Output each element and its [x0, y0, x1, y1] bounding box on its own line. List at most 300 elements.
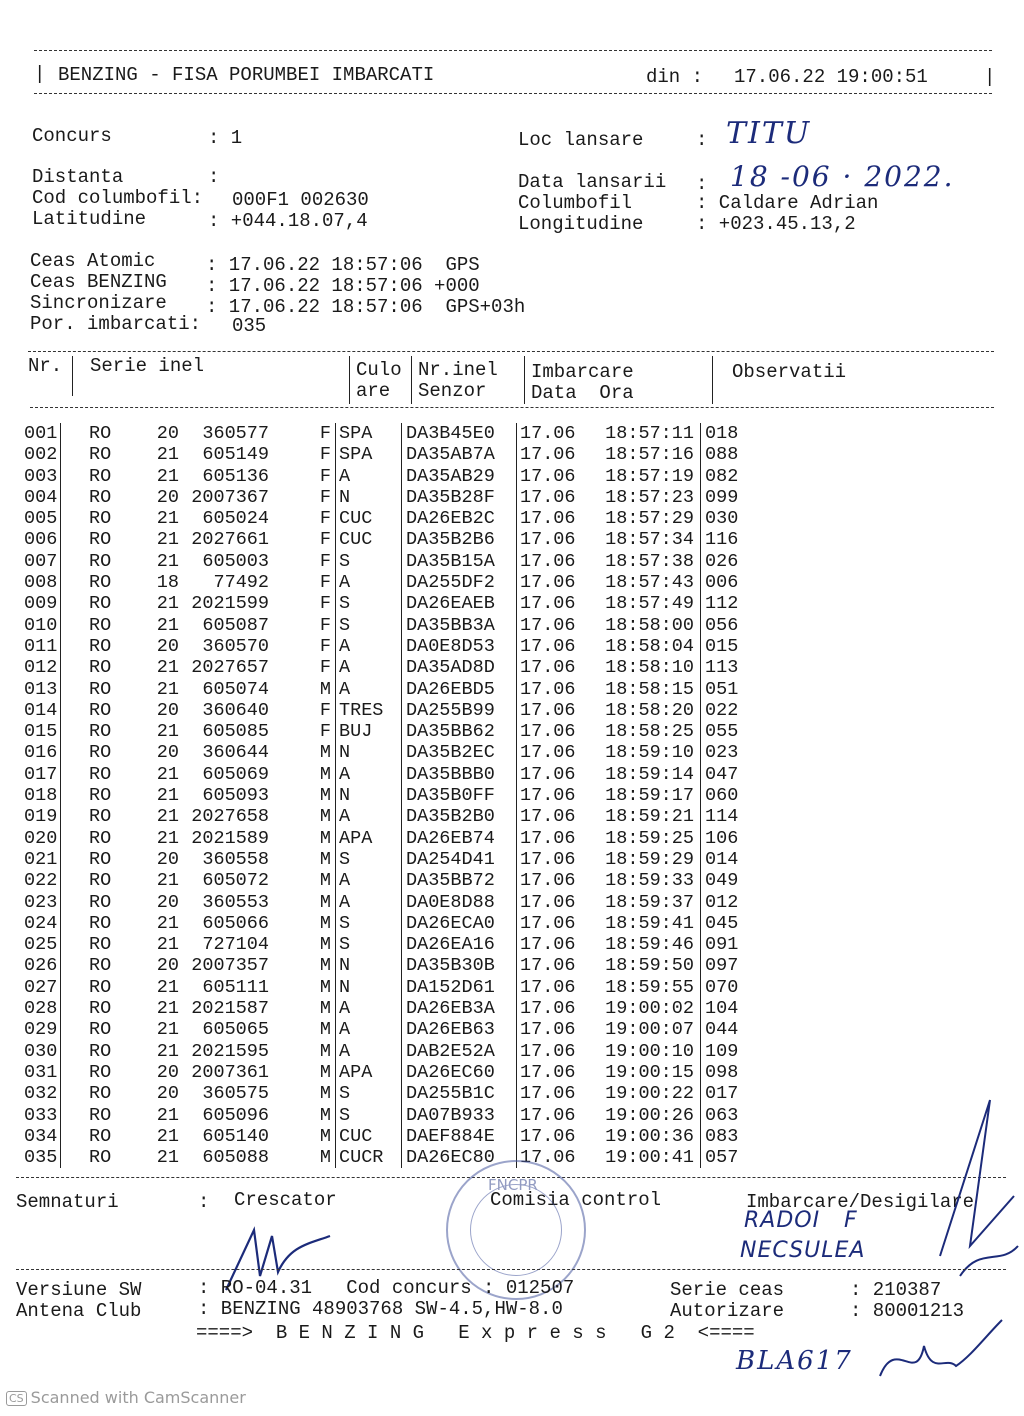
cell-obs: 012	[701, 892, 786, 913]
cell-ora: 18:57:38	[605, 550, 694, 572]
cell-inel: 605140	[202, 1125, 269, 1147]
cell-obs: 030	[701, 508, 786, 529]
cell-nr: 005	[24, 508, 58, 530]
cell-tara: RO	[89, 1147, 112, 1169]
camscanner-icon: CS	[6, 1391, 27, 1406]
cell-sex: M	[319, 976, 331, 998]
cell-divider	[61, 1126, 90, 1147]
cell-ora: 18:57:11	[605, 423, 694, 444]
cell-ora: 18:59:17	[605, 785, 694, 807]
cell-tara: RO	[89, 593, 112, 615]
cell-tara: RO	[89, 678, 112, 700]
cell-tara: RO	[89, 1083, 112, 1105]
cell-ora: 18:58:15	[605, 678, 694, 700]
cell-divider	[61, 466, 90, 487]
cell-an: 21	[156, 806, 179, 828]
cell-tara: RO	[89, 699, 112, 721]
cell-sex: M	[319, 1061, 331, 1083]
cell-tara: RO	[89, 1125, 112, 1147]
cell-inel: 605003	[202, 550, 269, 572]
ceas-atomic-value: : 17.06.22 18:57:06 GPS	[206, 254, 480, 276]
cell-obs: 017	[701, 1083, 786, 1104]
cell-ora: 18:57:23	[605, 486, 694, 508]
cell-data: 17.06	[517, 849, 587, 870]
col-header-imbarcare: Imbarcare	[531, 361, 634, 383]
cell-inel: 605087	[202, 614, 269, 636]
table-row	[24, 423, 785, 444]
comisia-control-label: Comisia control	[490, 1189, 662, 1211]
cell-tara: RO	[89, 486, 112, 508]
cell-senzor: DA0E8D53	[402, 636, 517, 657]
benzing-express-line: ====> B E N Z I N G E x p r e s s G 2 <====	[196, 1322, 755, 1344]
cell-an: 21	[156, 1019, 179, 1041]
cell-an: 21	[156, 550, 179, 572]
serie-ceas-value: : 210387	[850, 1279, 942, 1301]
cell-nr: 026	[24, 955, 58, 977]
cell-ora: 18:59:55	[605, 976, 694, 998]
cell-divider	[61, 785, 90, 806]
cod-columbofil-value: 000F1 002630	[232, 189, 369, 211]
col-header-divider-culoare	[349, 356, 350, 404]
handwritten-code: BLA617	[736, 1346, 853, 1376]
table-row	[24, 1062, 785, 1083]
cell-divider	[61, 423, 90, 444]
cell-sex: F	[319, 699, 331, 721]
header-right-bar: |	[984, 66, 996, 88]
cell-ora: 18:59:33	[605, 870, 694, 892]
cell-an: 21	[156, 721, 179, 743]
cell-tara: RO	[89, 1040, 112, 1062]
cell-data: 17.06	[517, 785, 587, 806]
cell-data: 17.06	[517, 977, 587, 998]
col-header-divider-senzor	[411, 356, 412, 404]
cell-culoare: A	[336, 764, 402, 785]
imbarcare-desigilare-label: Imbarcare/Desigilare	[746, 1191, 975, 1213]
col-header-nr-inel: Nr.inel	[418, 359, 498, 381]
versiune-sw-value: : RO-04.31 Cod concurs : 012507	[198, 1277, 575, 1299]
cell-ora: 18:58:20	[605, 699, 694, 721]
table-row	[24, 785, 785, 806]
cell-an: 21	[156, 593, 179, 615]
cell-culoare: S	[336, 849, 402, 870]
cell-obs: 006	[701, 572, 786, 593]
table-row	[24, 1083, 785, 1104]
cell-obs: 060	[701, 785, 786, 806]
cell-data: 17.06	[517, 679, 587, 700]
cell-data: 17.06	[517, 828, 587, 849]
cell-senzor: DA35BBB0	[402, 764, 517, 785]
table-row	[24, 679, 785, 700]
por-imbarcati-value: 035	[232, 315, 267, 337]
cell-sex: M	[319, 1104, 331, 1126]
cell-obs: 109	[701, 1041, 786, 1062]
cell-divider	[61, 1062, 90, 1083]
cell-inel: 605149	[202, 444, 269, 466]
cell-divider	[61, 806, 90, 827]
cell-an: 21	[156, 870, 179, 892]
cell-inel: 605111	[202, 976, 269, 998]
cell-ora: 18:59:25	[605, 827, 694, 849]
cell-nr: 022	[24, 870, 58, 892]
col-header-serie-inel: Serie inel	[90, 355, 205, 377]
cell-divider	[61, 764, 90, 785]
cell-data: 17.06	[517, 466, 587, 487]
cell-senzor: DA35AD8D	[402, 657, 517, 678]
cell-obs: 022	[701, 700, 786, 721]
cell-inel: 605088	[202, 1147, 269, 1169]
cell-ora: 18:59:21	[605, 806, 694, 828]
cell-obs: 049	[701, 870, 786, 891]
table-row	[24, 998, 785, 1019]
cell-tara: RO	[89, 763, 112, 785]
cell-obs: 099	[701, 487, 786, 508]
cell-ora: 19:00:10	[605, 1040, 694, 1062]
cell-ora: 19:00:15	[605, 1061, 694, 1083]
stamp-inner-ring	[470, 1184, 562, 1276]
distanta-label: Distanta	[32, 166, 124, 188]
cell-inel: 605085	[202, 721, 269, 743]
cell-an: 20	[156, 699, 179, 721]
cell-obs: 018	[701, 423, 786, 444]
cell-an: 21	[156, 998, 179, 1020]
cell-data: 17.06	[517, 998, 587, 1019]
cell-tara: RO	[89, 934, 112, 956]
longitudine-value: : +023.45.13,2	[696, 213, 856, 235]
cell-culoare: CUCR	[336, 1147, 402, 1168]
cell-divider	[61, 955, 90, 976]
cell-inel: 360558	[202, 848, 269, 870]
table-row	[24, 615, 785, 636]
cell-obs: 015	[701, 636, 786, 657]
cell-inel: 2021595	[191, 1040, 269, 1062]
cell-culoare: S	[336, 551, 402, 572]
cell-ora: 19:00:07	[605, 1019, 694, 1041]
table-row	[24, 828, 785, 849]
cell-data: 17.06	[517, 955, 587, 976]
cell-divider	[61, 636, 90, 657]
cell-divider	[61, 551, 90, 572]
table-row	[24, 1019, 785, 1040]
cell-tara: RO	[89, 444, 112, 466]
cell-obs: 114	[701, 806, 786, 827]
cell-an: 21	[156, 1104, 179, 1126]
cell-culoare: S	[336, 593, 402, 614]
cell-sex: F	[319, 508, 331, 530]
cell-culoare: CUC	[336, 508, 402, 529]
cell-an: 21	[156, 1147, 179, 1169]
cell-obs: 116	[701, 529, 786, 550]
cell-tara: RO	[89, 1061, 112, 1083]
cell-senzor: DA07B933	[402, 1105, 517, 1126]
cell-culoare: SPA	[336, 444, 402, 465]
cell-sex: F	[319, 635, 331, 657]
cell-ora: 19:00:22	[605, 1083, 694, 1105]
ceas-benzing-value: : 17.06.22 18:57:06 +000	[206, 275, 480, 297]
cell-sex: F	[319, 423, 331, 444]
cell-inel: 77492	[213, 572, 269, 594]
table-row	[24, 1105, 785, 1126]
table-row	[24, 529, 785, 550]
cell-ora: 19:00:41	[605, 1147, 694, 1169]
cell-tara: RO	[89, 976, 112, 998]
cell-ora: 18:59:37	[605, 891, 694, 913]
cell-tara: RO	[89, 465, 112, 487]
cell-inel: 605136	[202, 465, 269, 487]
cell-nr: 019	[24, 806, 58, 828]
table-row	[24, 934, 785, 955]
cell-divider	[61, 870, 90, 891]
concurs-label: Concurs	[32, 125, 112, 147]
cell-ora: 18:59:14	[605, 763, 694, 785]
cell-tara: RO	[89, 423, 112, 444]
cell-sex: F	[319, 657, 331, 679]
cell-culoare: A	[336, 1041, 402, 1062]
cell-ora: 18:59:46	[605, 934, 694, 956]
table-row	[24, 487, 785, 508]
cell-tara: RO	[89, 870, 112, 892]
ceas-atomic-label: Ceas Atomic	[30, 250, 156, 272]
cell-nr: 035	[24, 1147, 58, 1169]
cell-inel: 605093	[202, 785, 269, 807]
cell-culoare: N	[336, 977, 402, 998]
cell-nr: 023	[24, 891, 58, 913]
cell-obs: 098	[701, 1062, 786, 1083]
cell-culoare: CUC	[336, 529, 402, 550]
cell-divider	[61, 1105, 90, 1126]
cell-culoare: N	[336, 487, 402, 508]
cell-obs: 056	[701, 615, 786, 636]
table-row	[24, 977, 785, 998]
cell-inel: 360570	[202, 635, 269, 657]
cell-senzor: DA35B15A	[402, 551, 517, 572]
cell-sex: M	[319, 870, 331, 892]
cell-tara: RO	[89, 508, 112, 530]
cell-divider	[61, 529, 90, 550]
cell-obs: 082	[701, 466, 786, 487]
cell-inel: 2021587	[191, 998, 269, 1020]
cell-divider	[61, 444, 90, 465]
cell-tara: RO	[89, 529, 112, 551]
cell-culoare: APA	[336, 1062, 402, 1083]
cell-divider	[61, 572, 90, 593]
cell-inel: 605072	[202, 870, 269, 892]
cell-nr: 017	[24, 763, 58, 785]
cell-an: 18	[156, 572, 179, 594]
table-row	[24, 764, 785, 785]
table-row	[24, 1126, 785, 1147]
cell-obs: 026	[701, 551, 786, 572]
table-row	[24, 593, 785, 614]
cell-obs: 097	[701, 955, 786, 976]
table-row	[24, 444, 785, 465]
cell-senzor: DAEF884E	[402, 1126, 517, 1147]
cell-inel: 2007357	[191, 955, 269, 977]
cell-an: 21	[156, 976, 179, 998]
cell-ora: 18:59:50	[605, 955, 694, 977]
table-row	[24, 806, 785, 827]
table-row	[24, 572, 785, 593]
cell-sex: M	[319, 763, 331, 785]
table-row	[24, 636, 785, 657]
latitudine-label: Latitudine	[32, 208, 147, 230]
stamp-text: FNCPR	[488, 1176, 538, 1194]
cell-divider	[61, 828, 90, 849]
table-row	[24, 721, 785, 742]
cell-an: 21	[156, 785, 179, 807]
cell-an: 20	[156, 891, 179, 913]
cell-nr: 031	[24, 1061, 58, 1083]
cell-data: 17.06	[517, 529, 587, 550]
cell-divider	[61, 657, 90, 678]
cell-sex: F	[319, 486, 331, 508]
cell-tara: RO	[89, 1104, 112, 1126]
cell-senzor: DA255B99	[402, 700, 517, 721]
cell-senzor: DA255DF2	[402, 572, 517, 593]
cell-ora: 18:58:04	[605, 635, 694, 657]
cell-ora: 18:57:16	[605, 444, 694, 466]
cell-tara: RO	[89, 742, 112, 764]
cell-tara: RO	[89, 635, 112, 657]
cell-data: 17.06	[517, 444, 587, 465]
cell-inel: 360640	[202, 699, 269, 721]
cell-data: 17.06	[517, 913, 587, 934]
latitudine-value: : +044.18.07,4	[208, 210, 368, 232]
autorizare-value: : 80001213	[850, 1300, 965, 1322]
cell-senzor: DA3B45E0	[402, 423, 517, 444]
cell-data: 17.06	[517, 870, 587, 891]
cell-senzor: DA26EB74	[402, 828, 517, 849]
cell-sex: F	[319, 572, 331, 594]
cell-senzor: DA152D61	[402, 977, 517, 998]
cell-data: 17.06	[517, 423, 587, 444]
cell-sex: F	[319, 465, 331, 487]
cell-obs: 063	[701, 1105, 786, 1126]
cell-culoare: N	[336, 955, 402, 976]
cell-data: 17.06	[517, 721, 587, 742]
cell-divider	[61, 721, 90, 742]
pigeons-table-body	[24, 423, 785, 1168]
cell-inel: 605024	[202, 508, 269, 530]
cell-divider	[61, 1041, 90, 1062]
cell-inel: 2007367	[191, 486, 269, 508]
cell-senzor: DA26EAEB	[402, 593, 517, 614]
cell-tara: RO	[89, 572, 112, 594]
cell-inel: 2007361	[191, 1061, 269, 1083]
cell-senzor: DA35B30B	[402, 955, 517, 976]
col-header-divider-nr	[72, 356, 73, 396]
cell-nr: 003	[24, 465, 58, 487]
cell-inel: 605065	[202, 1019, 269, 1041]
cell-divider	[61, 977, 90, 998]
cell-nr: 002	[24, 444, 58, 466]
cell-culoare: APA	[336, 828, 402, 849]
header-bottom-rule	[34, 93, 992, 94]
cell-inel: 2021599	[191, 593, 269, 615]
cell-an: 20	[156, 1083, 179, 1105]
col-header-senzor: Senzor	[418, 380, 487, 402]
cell-sex: M	[319, 955, 331, 977]
cell-data: 17.06	[517, 551, 587, 572]
cell-nr: 030	[24, 1040, 58, 1062]
cell-divider	[61, 508, 90, 529]
cell-inel: 605069	[202, 763, 269, 785]
cell-tara: RO	[89, 998, 112, 1020]
cell-an: 20	[156, 742, 179, 764]
imbarcare-signature	[930, 1096, 1024, 1296]
cell-nr: 004	[24, 486, 58, 508]
columbofil-label: Columbofil	[518, 192, 633, 214]
cell-an: 20	[156, 635, 179, 657]
cell-sex: M	[319, 1125, 331, 1147]
cell-inel: 2027661	[191, 529, 269, 551]
cell-divider	[61, 700, 90, 721]
cell-data: 17.06	[517, 572, 587, 593]
table-row	[24, 466, 785, 487]
table-row	[24, 657, 785, 678]
cell-nr: 034	[24, 1125, 58, 1147]
cell-obs: 044	[701, 1019, 786, 1040]
cell-culoare: S	[336, 615, 402, 636]
cell-divider	[61, 913, 90, 934]
cell-obs: 088	[701, 444, 786, 465]
cell-ora: 18:58:25	[605, 721, 694, 743]
cell-an: 20	[156, 955, 179, 977]
cell-inel: 360644	[202, 742, 269, 764]
col-header-data-ora: Data Ora	[531, 382, 634, 404]
cell-sex: F	[319, 614, 331, 636]
cell-divider	[61, 1083, 90, 1104]
header-left-bar: |	[34, 63, 46, 85]
cell-an: 21	[156, 763, 179, 785]
cell-culoare: A	[336, 636, 402, 657]
cell-divider	[61, 742, 90, 763]
cell-obs: 070	[701, 977, 786, 998]
cell-senzor: DA35BB72	[402, 870, 517, 891]
table-row	[24, 742, 785, 763]
concurs-value: : 1	[208, 127, 243, 149]
camscanner-text: Scanned with CamScanner	[30, 1388, 246, 1407]
cell-senzor: DA35B2EC	[402, 742, 517, 763]
cell-tara: RO	[89, 912, 112, 934]
cell-nr: 018	[24, 785, 58, 807]
cell-an: 21	[156, 1125, 179, 1147]
cell-data: 17.06	[517, 1062, 587, 1083]
cell-tara: RO	[89, 806, 112, 828]
footer-top-rule	[16, 1269, 1006, 1270]
antena-club-value: : BENZING 48903768 SW-4.5,HW-8.0	[198, 1298, 563, 1320]
cell-sex: M	[319, 742, 331, 764]
table-header-top-rule	[28, 351, 994, 352]
cell-senzor: DA26EB2C	[402, 508, 517, 529]
cell-sex: M	[319, 1147, 331, 1169]
cell-data: 17.06	[517, 487, 587, 508]
cell-tara: RO	[89, 891, 112, 913]
imbarcare-handwritten-name-2: NECSULEA	[740, 1238, 866, 1263]
sincronizare-label: Sincronizare	[30, 292, 167, 314]
cell-sex: M	[319, 934, 331, 956]
cell-culoare: SPA	[336, 423, 402, 444]
cell-nr: 009	[24, 593, 58, 615]
cell-culoare: N	[336, 742, 402, 763]
table-row	[24, 551, 785, 572]
cell-inel: 360575	[202, 1083, 269, 1105]
table-row	[24, 892, 785, 913]
cell-divider	[61, 849, 90, 870]
cell-senzor: DA254D41	[402, 849, 517, 870]
cell-inel: 605066	[202, 912, 269, 934]
cell-nr: 012	[24, 657, 58, 679]
cell-senzor: DA26EC60	[402, 1062, 517, 1083]
